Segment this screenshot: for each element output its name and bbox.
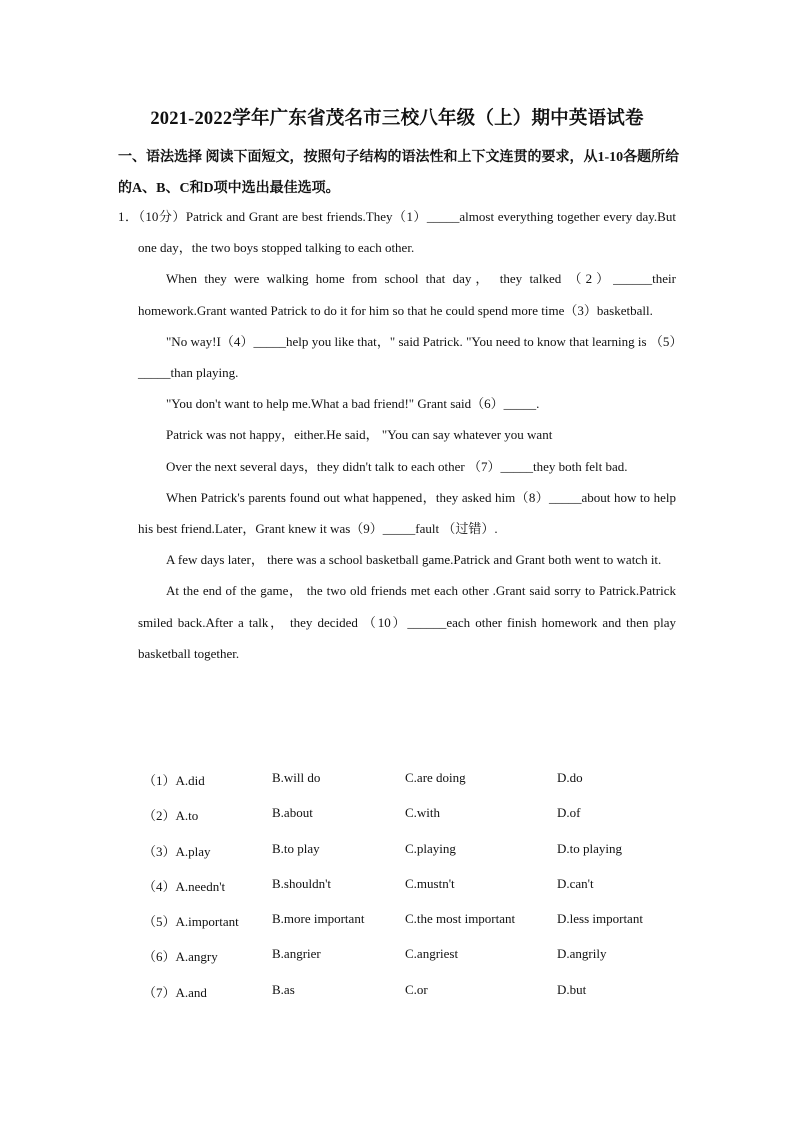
paragraph-text: Patrick and Grant are best friends.They（1）_____almost everything together every day.But one day，the two boys stopped talking to each other. — [138, 209, 676, 256]
option-number: （5） — [143, 914, 176, 930]
option-a-text: A.did — [175, 773, 205, 788]
option-row — [143, 799, 683, 834]
option-c[interactable]: C.the most important — [405, 911, 516, 927]
question-score: （10分） — [138, 209, 186, 224]
option-a-text: A.important — [175, 914, 239, 930]
option-a[interactable] — [143, 841, 211, 860]
option-d[interactable]: D.but — [557, 981, 587, 997]
option-d[interactable]: D.angrily — [557, 946, 607, 962]
option-number: （6） — [143, 949, 176, 965]
option-b[interactable]: B.about — [272, 805, 313, 821]
option-a-text: A.to — [175, 808, 199, 824]
option-c[interactable]: C.or — [405, 981, 428, 997]
option-d[interactable]: D.do — [557, 770, 583, 785]
option-a-text: A.and — [175, 984, 207, 1000]
option-number: （4） — [143, 878, 176, 894]
question-paragraph: "No way!I（4）_____help you like that，" said Patrick. "You need to know that learning is （5）_____than playing. — [138, 333, 676, 381]
question-paragraph: Patrick was not happy，either.He said， "You can say whatever you want — [166, 427, 553, 443]
option-a[interactable] — [143, 911, 239, 930]
option-b[interactable]: B.will do — [272, 770, 321, 785]
option-a-text: A.angry — [175, 949, 218, 965]
option-number: （3） — [143, 843, 176, 859]
question-paragraph: A few days later， there was a school basketball game.Patrick and Grant both went to watch it. — [166, 552, 662, 568]
options-table — [143, 764, 683, 1011]
question-1 — [118, 201, 676, 669]
option-a[interactable] — [143, 770, 205, 789]
option-row — [143, 764, 683, 799]
option-row — [143, 940, 683, 975]
option-row — [143, 870, 683, 905]
question-paragraph: Over the next several days，they didn't talk to each other （7）_____they both felt bad. — [166, 458, 628, 474]
option-c[interactable]: C.are doing — [405, 770, 466, 785]
question-paragraph: When they were walking home from school that day， they talked （2）______their homework.Grant wanted Patrick to do it for him so that he could spend more time（3）basketball. — [138, 271, 676, 318]
option-b[interactable]: B.shouldn't — [272, 875, 332, 891]
option-number: （1） — [143, 773, 176, 788]
question-paragraph: At the end of the game， the two old friends met each other .Grant said sorry to Patrick.Patrick smiled back.After a talk， they decided （10）______each other finish homework and then play basketball together. — [138, 583, 676, 661]
question-paragraph: When Patrick's parents found out what happened，they asked him（8）_____about how to help his best friend.Later，Grant knew it was（9）_____fault （过错）. — [138, 489, 676, 537]
option-b[interactable]: B.more important — [272, 911, 365, 927]
option-b[interactable]: B.to play — [272, 840, 320, 856]
question-paragraph: "You don't want to help me.What a bad friend!" Grant said（6）_____. — [166, 396, 540, 412]
option-a[interactable] — [143, 805, 198, 824]
option-row — [143, 905, 683, 940]
option-b[interactable]: B.as — [272, 981, 295, 997]
option-a-text: A.needn't — [175, 878, 226, 894]
option-d[interactable]: D.to playing — [557, 840, 622, 856]
question-paragraph — [118, 201, 676, 263]
option-b[interactable]: B.angrier — [272, 946, 321, 962]
option-a[interactable] — [143, 946, 218, 965]
section-heading: 一、语法选择 阅读下面短文，按照句子结构的语法性和上下文连贯的要求，从1-10各题所给的A、B、C和D项中选出最佳选项。 — [118, 150, 680, 196]
option-c[interactable]: C.mustn't — [405, 875, 455, 891]
option-d[interactable]: D.of — [557, 805, 581, 821]
option-a-text: A.play — [175, 843, 211, 859]
option-d[interactable]: D.less important — [557, 911, 643, 927]
option-number: （2） — [143, 808, 176, 824]
exam-title: 2021-2022学年广东省茂名市三校八年级（上）期中英语试卷 — [150, 109, 644, 129]
question-number: 1． — [118, 209, 139, 224]
option-c[interactable]: C.with — [405, 805, 441, 821]
option-number: （7） — [143, 984, 176, 1000]
option-c[interactable]: C.playing — [405, 840, 456, 856]
option-row — [143, 976, 683, 1011]
option-a[interactable] — [143, 982, 207, 1001]
option-d[interactable]: D.can't — [557, 875, 594, 891]
option-a[interactable] — [143, 876, 225, 895]
option-row — [143, 835, 683, 870]
option-c[interactable]: C.angriest — [405, 946, 459, 962]
